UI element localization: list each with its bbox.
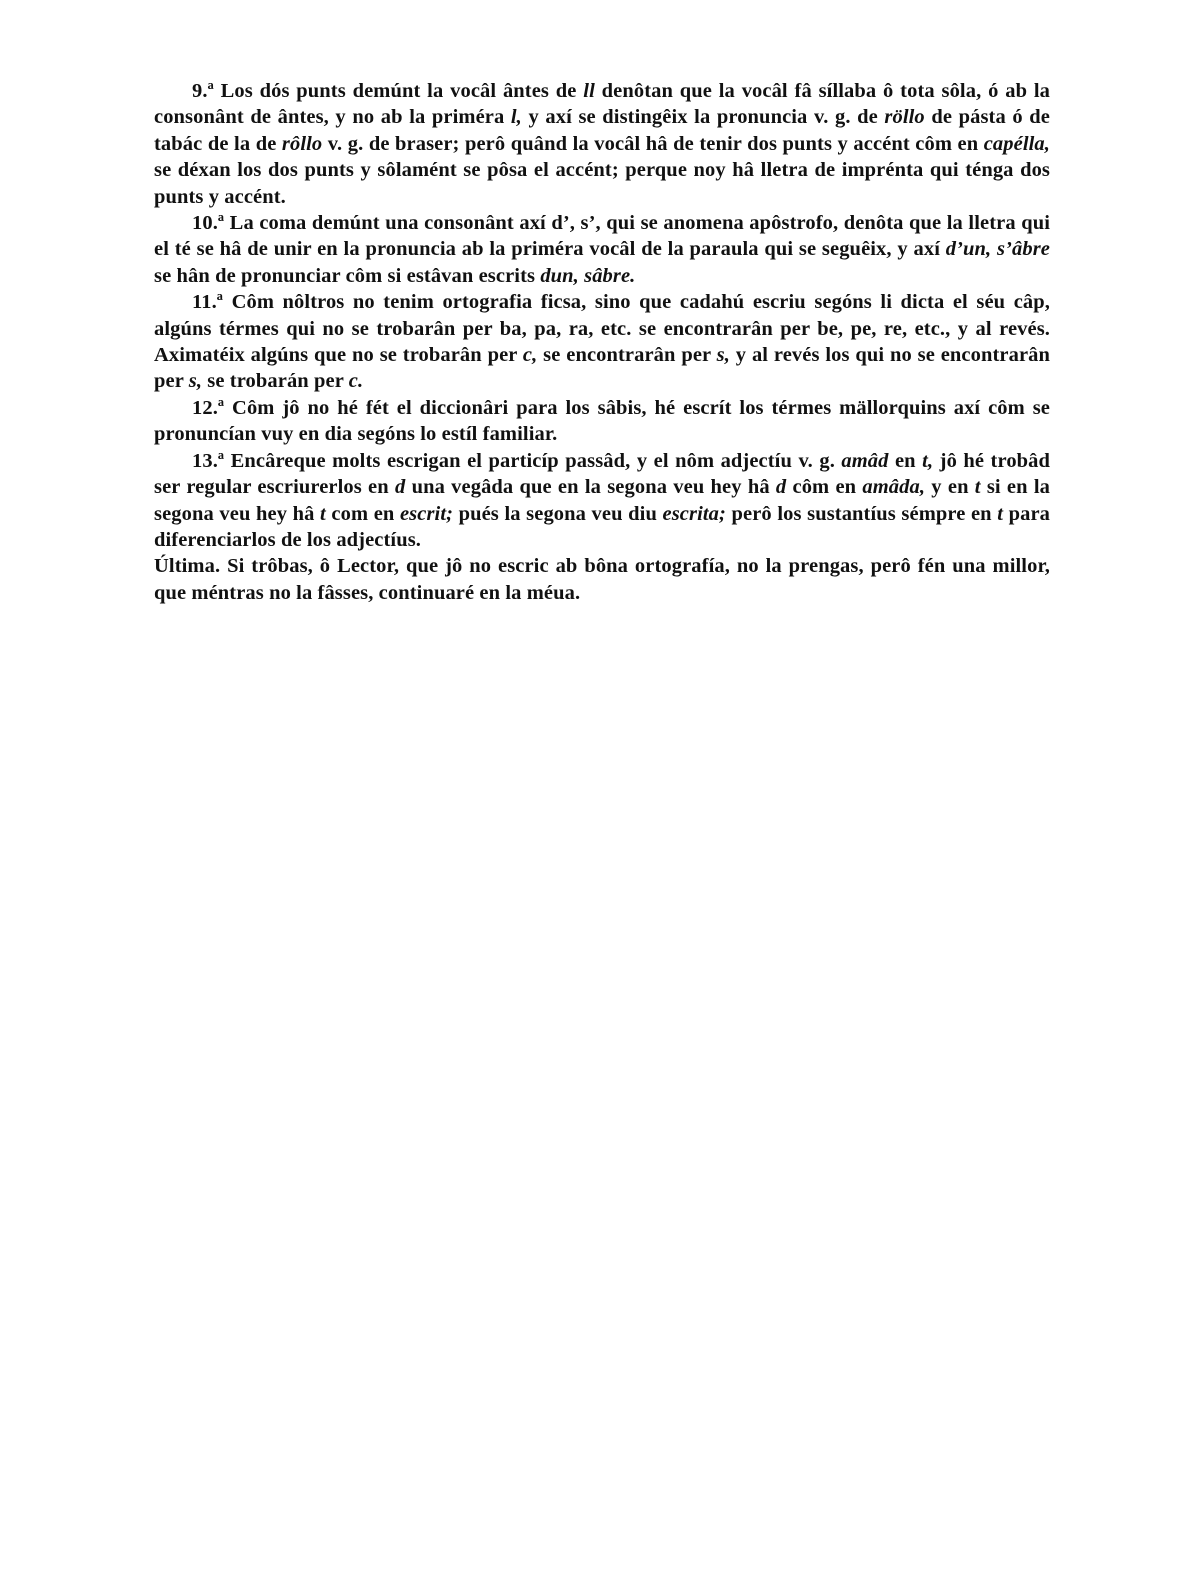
- text-run: Última. Si trôbas, ô Lector, que jô no escric ab bôna ortografía, no la prengas, perô fén una millor, que méntras no la fâsses, continuaré en la méua.: [154, 555, 1050, 604]
- text-run: 13.ª Encâreque molts escrigan el particíp passâd, y el nôm adjectíu v. g.: [192, 449, 842, 472]
- text-run: com en: [325, 502, 400, 525]
- text-run: de pásta ó de tabác de la de: [154, 106, 1051, 155]
- text-run: 9.ª Los dós punts demúnt la vocâl ântes de: [192, 80, 584, 102]
- text-run: se hân de pronunciar côm si estâvan escrits: [154, 264, 541, 287]
- italic-term: capélla,: [983, 132, 1050, 155]
- italic-term: t: [997, 502, 1004, 525]
- text-run: se déxan los dos punts y sôlamént se pôsa el accént; perque noy hâ lletra de imprénta qui ténga dos punts y accént.: [154, 159, 1050, 208]
- text-run: para diferenciarlos de los adjectíus.: [154, 502, 1050, 551]
- italic-term: rôllo: [281, 132, 323, 155]
- italic-term: röllo: [884, 106, 925, 129]
- text-run: 12.ª Côm jô no hé fét el diccionâri para los sâbis, hé escrít los térmes mällorquins axí côm se pronuncían vuy en dia segóns lo estíl familiar.: [154, 396, 1050, 446]
- text-run: 10.ª La coma demúnt una consonânt axí d’, s’, qui se anomena apôstrofo, denôta que la lletra qui el té se hâ de unir en la pronuncia ab la priméra vocâl de la paraula qui se seguêix, y axí: [154, 212, 1050, 261]
- italic-term: c,: [522, 344, 538, 367]
- italic-term: t: [974, 476, 981, 499]
- italic-term: s,: [716, 344, 730, 367]
- text-run: se trobarán per: [202, 370, 349, 393]
- italic-term: l,: [510, 106, 522, 129]
- text-run: 11.ª Côm nôltros no tenim ortografia ficsa, sino que cadahú escriu segóns li dicta el séu câp, algúns térmes qui no se trobarân per ba, pa, ra, etc. se encontrarân per be, pe, re, etc., y al revés. Aximatéix algúns que no se trobarân per: [154, 291, 1050, 367]
- paragraph-ultima: [154, 553, 1050, 606]
- text-run: pués la segona veu diu: [453, 502, 663, 525]
- text-run: perô los sustantíus sémpre en: [725, 502, 998, 525]
- italic-term: s,: [188, 370, 203, 393]
- italic-term: d’un, s’âbre: [945, 238, 1050, 261]
- italic-term: ll: [583, 80, 595, 102]
- text-run: y al revés los qui no se encontrarân per: [154, 344, 1050, 393]
- text-run: denôtan que la vocâl fâ síllaba ô tota sôla, ó ab la consonânt de ântes, y no ab la priméra: [154, 80, 1050, 129]
- text-run: y axí se distingêix la pronuncia v. g. de: [521, 106, 885, 129]
- body-text: [154, 78, 1050, 606]
- italic-term: d: [395, 476, 406, 499]
- text-run: jô hé trobâd ser regular escriurerlos en: [154, 449, 1051, 499]
- paragraph-12: [154, 395, 1050, 448]
- text-run: una vegâda que en la segona veu hey hâ: [405, 476, 776, 499]
- italic-term: amâda,: [862, 476, 926, 499]
- italic-term: t,: [922, 449, 934, 472]
- paragraph-13: [154, 448, 1050, 554]
- paragraph-9: [154, 78, 1050, 210]
- italic-term: dun, sâbre.: [540, 264, 636, 287]
- text-run: si en la segona veu hey hâ: [154, 476, 1050, 525]
- italic-term: c.: [348, 370, 364, 393]
- paragraph-11: [154, 289, 1050, 395]
- paragraph-10: [154, 210, 1050, 289]
- italic-term: escrit;: [399, 502, 454, 525]
- italic-term: t: [320, 502, 326, 525]
- text-run: côm en: [786, 476, 863, 499]
- italic-term: amâd: [841, 449, 889, 472]
- text-run: en: [888, 449, 923, 472]
- italic-term: d: [775, 476, 787, 499]
- text-run: v. g. de braser; perô quând la vocâl hâ de tenir dos punts y accént côm en: [322, 132, 984, 155]
- italic-term: escrita;: [662, 502, 726, 525]
- text-run: se encontrarân per: [537, 344, 717, 367]
- text-run: y en: [925, 476, 975, 499]
